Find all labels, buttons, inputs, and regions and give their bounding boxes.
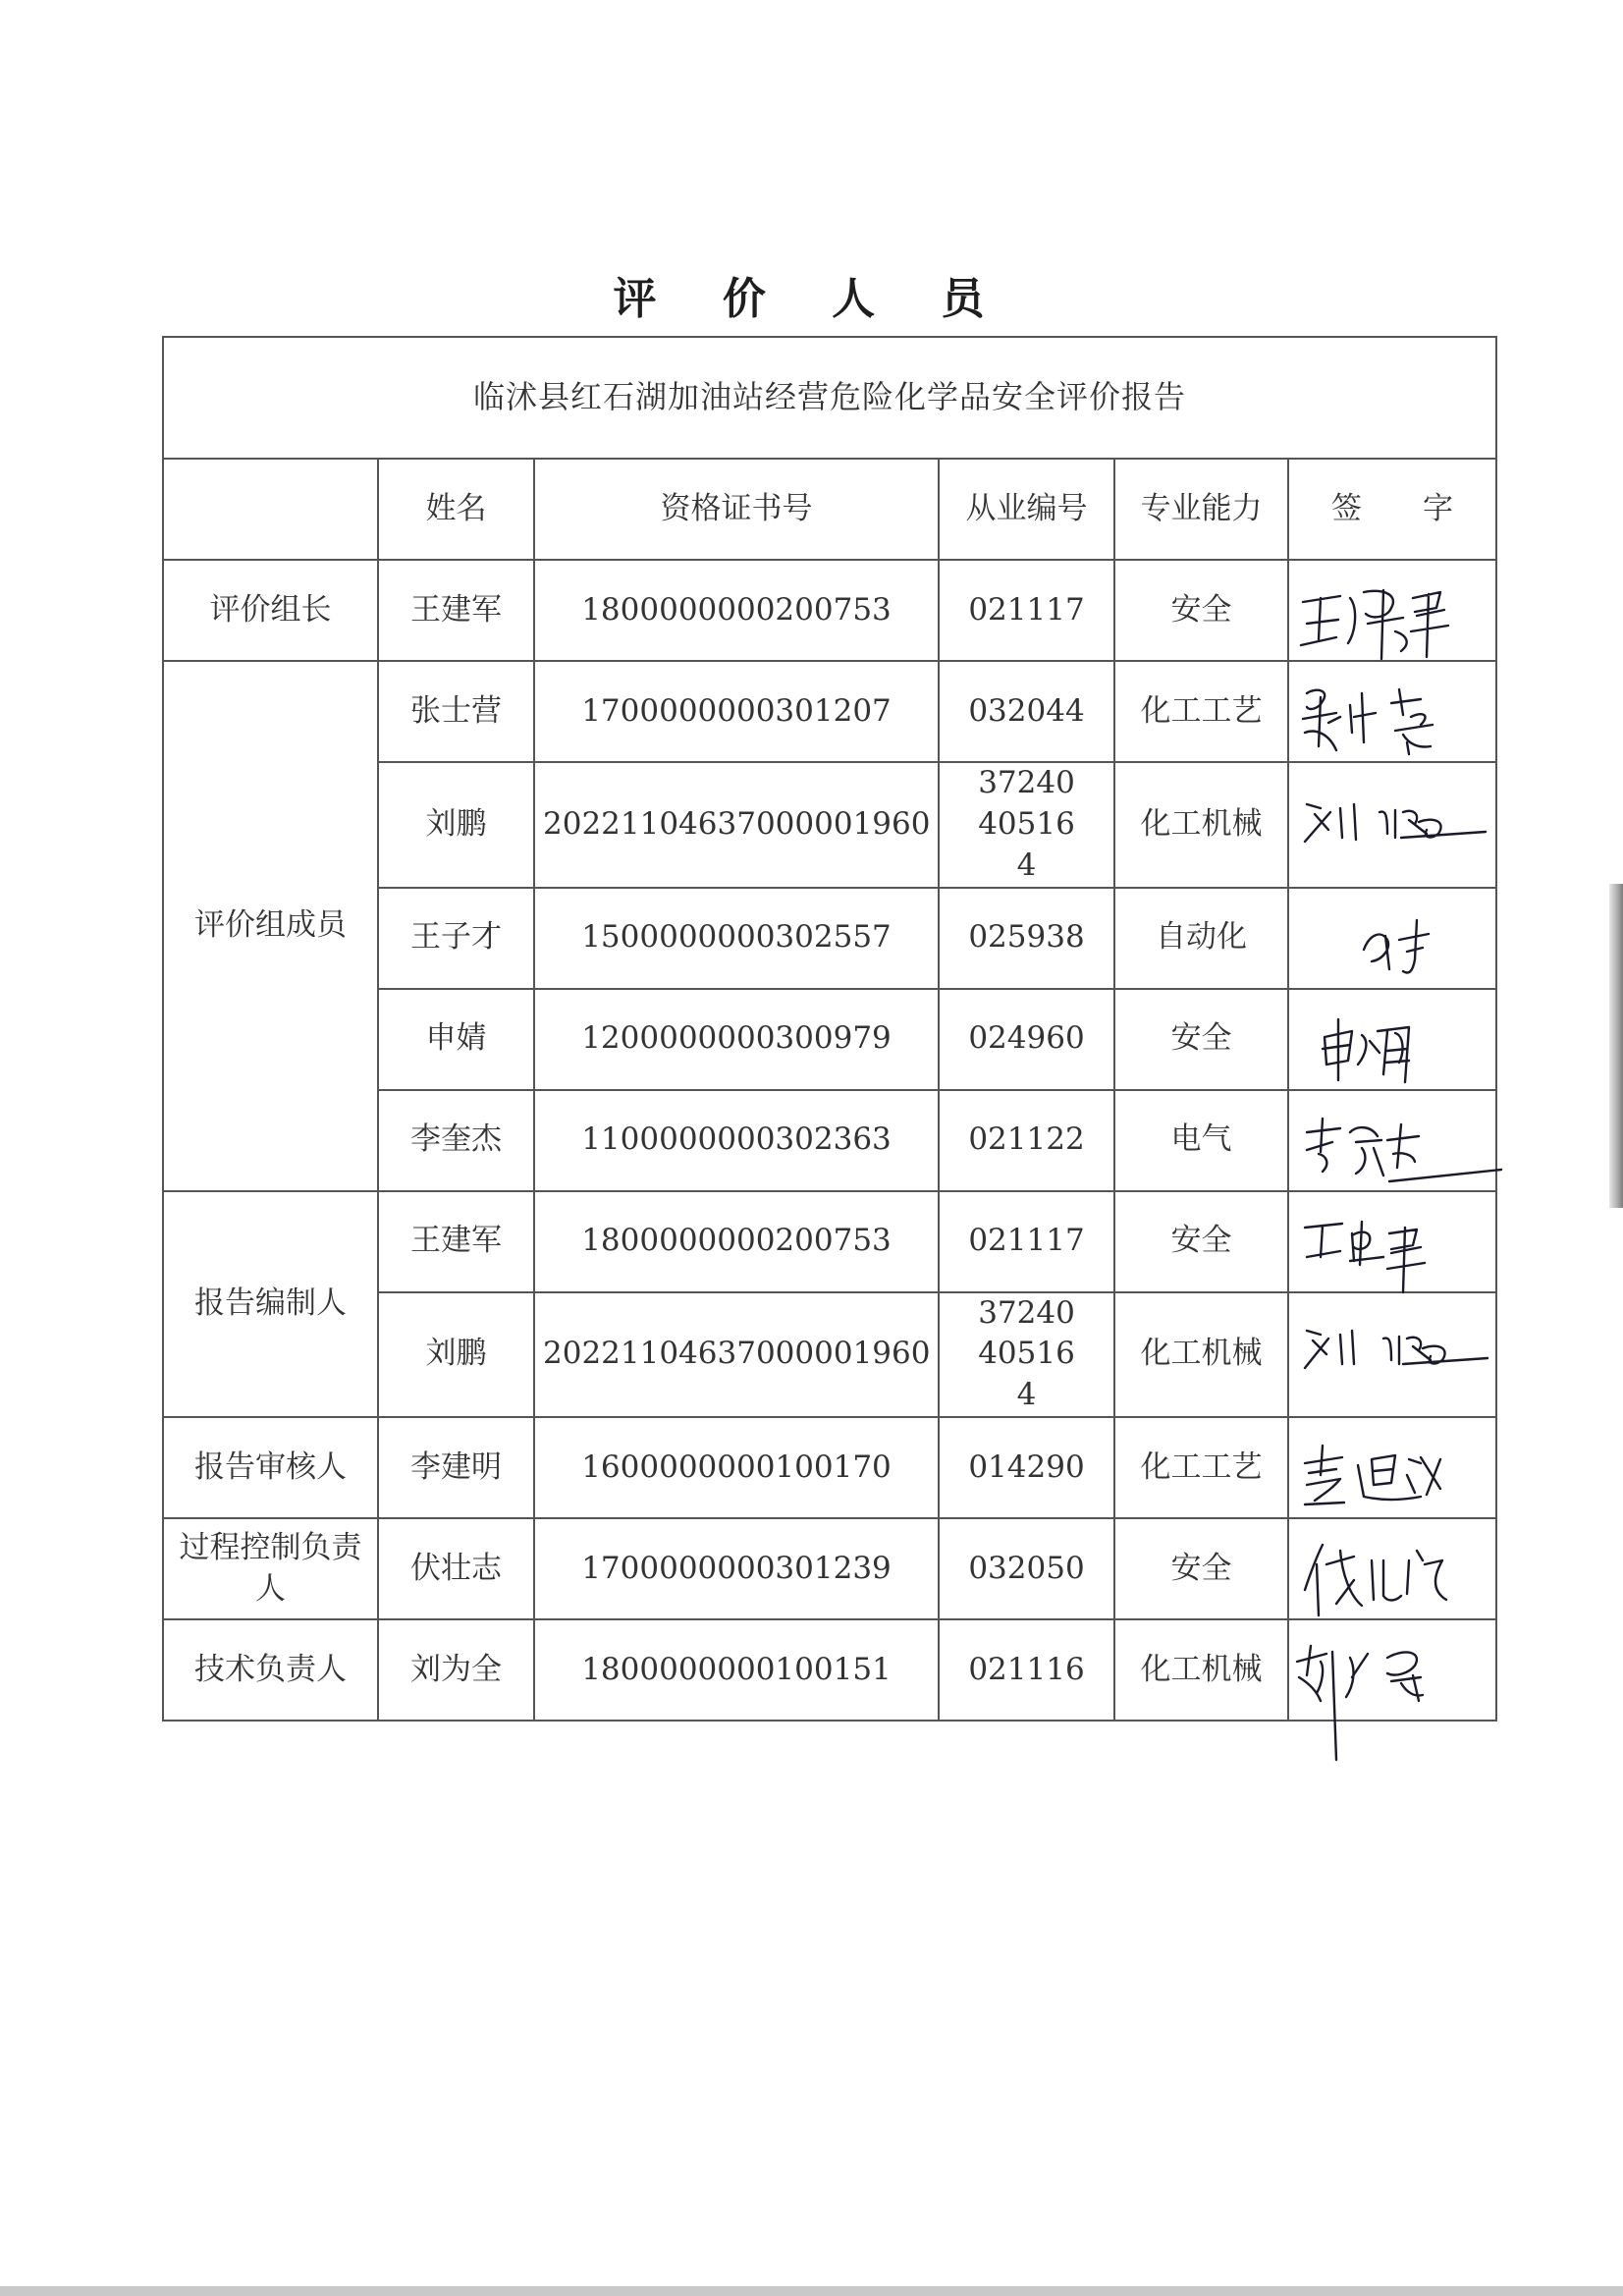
certificate-number: 1800000000200753: [534, 560, 939, 661]
certificate-number: 20221104637000001960: [534, 762, 939, 888]
table-row: [163, 1518, 1496, 1619]
signature-cell: [1288, 1090, 1496, 1191]
person-name: 申婧: [378, 989, 534, 1090]
handwritten-signature: [1293, 765, 1499, 859]
specialty: 化工机械: [1114, 1619, 1288, 1721]
specialty: 化工机械: [1114, 762, 1288, 888]
table-row: [163, 560, 1496, 661]
signature-cell: [1288, 1619, 1496, 1721]
handwritten-signature: [1293, 563, 1499, 657]
person-name: 王建军: [378, 560, 534, 661]
practice-number: 021117: [939, 1191, 1114, 1292]
certificate-number: 20221104637000001960: [534, 1292, 939, 1418]
page-edge-shadow: [1609, 884, 1623, 1208]
person-name: 王建军: [378, 1191, 534, 1292]
certificate-number: 1100000000302363: [534, 1090, 939, 1191]
signature-cell: [1288, 762, 1496, 888]
signature-cell: [1288, 1417, 1496, 1518]
practice-number: 021116: [939, 1619, 1114, 1721]
table-row: [163, 661, 1496, 762]
handwritten-signature: [1293, 1295, 1499, 1390]
practice-number-text: 37240405164: [978, 1294, 1075, 1413]
person-name: 张士营: [378, 661, 534, 762]
certificate-number: 1700000000301207: [534, 661, 939, 762]
person-name: 刘鹏: [378, 762, 534, 888]
specialty: 安全: [1114, 989, 1288, 1090]
person-name: 刘为全: [378, 1619, 534, 1721]
certificate-number: 1200000000300979: [534, 989, 939, 1090]
practice-number: 032044: [939, 661, 1114, 762]
handwritten-signature: [1293, 664, 1499, 758]
role-members: 评价组成员: [163, 661, 378, 1191]
table-title-row: [163, 337, 1496, 459]
practice-number: 032050: [939, 1518, 1114, 1619]
specialty: 化工机械: [1114, 1292, 1288, 1418]
specialty: 安全: [1114, 560, 1288, 661]
table-row: [163, 1619, 1496, 1721]
header-signature: 签 字: [1288, 459, 1496, 560]
certificate-number: 1800000000100151: [534, 1619, 939, 1721]
header-certificate-no: 资格证书号: [534, 459, 939, 560]
certificate-number: 1600000000100170: [534, 1417, 939, 1518]
practice-number: [939, 762, 1114, 888]
page-title: 评 价 人 员: [613, 274, 1010, 324]
practice-number: 021117: [939, 560, 1114, 661]
scan-bottom-edge: [0, 2286, 1623, 2296]
role-technical-lead: 技术负责人: [163, 1619, 378, 1721]
header-practice-no: 从业编号: [939, 459, 1114, 560]
signature-cell: [1288, 989, 1496, 1090]
table-row: [163, 1417, 1496, 1518]
handwritten-signature: [1293, 1420, 1499, 1514]
specialty: 自动化: [1114, 888, 1288, 989]
practice-number: [939, 1292, 1114, 1418]
specialty: 安全: [1114, 1518, 1288, 1619]
signature-cell: [1288, 661, 1496, 762]
signature-cell: [1288, 1518, 1496, 1619]
signature-cell: [1288, 560, 1496, 661]
evaluator-table: [162, 336, 1497, 1722]
signature-cell: [1288, 1191, 1496, 1292]
role-reviewer: 报告审核人: [163, 1417, 378, 1518]
report-title: 临沭县红石湖加油站经营危险化学品安全评价报告: [163, 337, 1496, 459]
specialty: 安全: [1114, 1191, 1288, 1292]
table-header-row: [163, 459, 1496, 560]
handwritten-signature: [1293, 1194, 1499, 1288]
practice-number: 021122: [939, 1090, 1114, 1191]
header-specialty: 专业能力: [1114, 459, 1288, 560]
person-name: 王子才: [378, 888, 534, 989]
header-name: 姓名: [378, 459, 534, 560]
person-name: 李建明: [378, 1417, 534, 1518]
table-row: [163, 1191, 1496, 1292]
certificate-number: 1800000000200753: [534, 1191, 939, 1292]
role-process-control: 过程控制负责人: [163, 1518, 378, 1619]
role-authors: 报告编制人: [163, 1191, 378, 1418]
role-leader: 评价组长: [163, 560, 378, 661]
specialty: 化工工艺: [1114, 1417, 1288, 1518]
header-blank: [163, 459, 378, 560]
signature-cell: [1288, 888, 1496, 989]
person-name: 伏壮志: [378, 1518, 534, 1619]
signature-cell: [1288, 1292, 1496, 1418]
handwritten-signature: [1293, 1521, 1499, 1615]
practice-number: 025938: [939, 888, 1114, 989]
person-name: 刘鹏: [378, 1292, 534, 1418]
practice-number-text: 37240405164: [978, 765, 1075, 883]
handwritten-signature: [1293, 891, 1499, 985]
certificate-number: 1700000000301239: [534, 1518, 939, 1619]
person-name: 李奎杰: [378, 1090, 534, 1191]
specialty: 化工工艺: [1114, 661, 1288, 762]
practice-number: 024960: [939, 989, 1114, 1090]
practice-number: 014290: [939, 1417, 1114, 1518]
handwritten-signature: [1293, 992, 1499, 1086]
handwritten-signature: [1293, 1622, 1499, 1717]
certificate-number: 1500000000302557: [534, 888, 939, 989]
specialty: 电气: [1114, 1090, 1288, 1191]
handwritten-signature: [1293, 1093, 1499, 1187]
